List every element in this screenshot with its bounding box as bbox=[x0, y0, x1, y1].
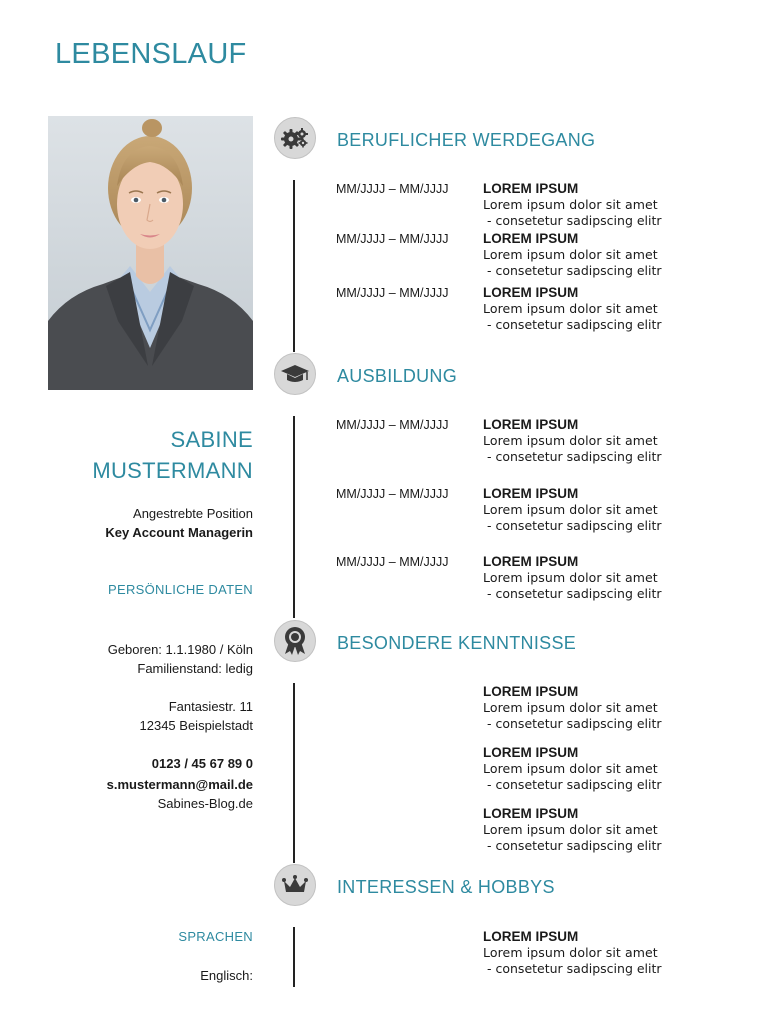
address-street: Fantasiestr. 11 bbox=[168, 699, 253, 714]
entry-line: - consetetur sadipscing elitr bbox=[487, 518, 662, 533]
first-name: SABINE bbox=[170, 427, 253, 452]
timeline-line bbox=[293, 683, 295, 863]
entry-date: MM/JJJJ – MM/JJJJ bbox=[336, 286, 449, 300]
hobbies-heading: INTERESSEN & HOBBYS bbox=[337, 877, 555, 897]
language-item: Englisch: bbox=[200, 968, 253, 983]
entry-line: Lorem ipsum dolor sit amet bbox=[483, 433, 658, 448]
career-entry bbox=[483, 231, 743, 279]
education-entry bbox=[483, 554, 743, 602]
document-title: LEBENSLAUF bbox=[55, 38, 247, 70]
entry-title: LOREM IPSUM bbox=[483, 554, 579, 569]
birth-info: Geboren: 1.1.1980 / Köln bbox=[107, 642, 253, 657]
position-value: Key Account Managerin bbox=[105, 525, 253, 540]
entry-line: - consetetur sadipscing elitr bbox=[487, 961, 662, 976]
address-city: 12345 Beispielstadt bbox=[139, 718, 253, 733]
languages-heading: SPRACHEN bbox=[178, 929, 253, 944]
entry-line: Lorem ipsum dolor sit amet bbox=[483, 502, 658, 517]
career-heading: BERUFLICHER WERDEGANG bbox=[337, 130, 596, 150]
entry-line: - consetetur sadipscing elitr bbox=[487, 449, 662, 464]
skills-entry bbox=[483, 684, 743, 732]
entry-title: LOREM IPSUM bbox=[483, 929, 579, 944]
phone-number: 0123 / 45 67 89 0 bbox=[151, 756, 253, 771]
career-entry bbox=[483, 285, 743, 333]
last-name: MUSTERMANN bbox=[92, 458, 253, 483]
email-link[interactable]: s.mustermann@mail.de bbox=[106, 777, 253, 792]
entry-line: - consetetur sadipscing elitr bbox=[487, 838, 662, 853]
entry-line: Lorem ipsum dolor sit amet bbox=[483, 945, 658, 960]
graduation-cap-icon bbox=[274, 353, 316, 395]
skills-entry bbox=[483, 745, 743, 793]
portrait-image bbox=[48, 116, 253, 390]
timeline-line bbox=[293, 416, 295, 618]
entry-line: - consetetur sadipscing elitr bbox=[487, 586, 662, 601]
person-name bbox=[40, 424, 253, 486]
skills-entry bbox=[483, 806, 743, 854]
hobbies-entry bbox=[483, 929, 743, 977]
entry-date: MM/JJJJ – MM/JJJJ bbox=[336, 182, 449, 196]
personal-data-heading: PERSÖNLICHE DATEN bbox=[108, 582, 253, 597]
entry-title: LOREM IPSUM bbox=[483, 285, 579, 300]
entry-title: LOREM IPSUM bbox=[483, 486, 579, 501]
crown-icon bbox=[274, 864, 316, 906]
entry-line: Lorem ipsum dolor sit amet bbox=[483, 301, 658, 316]
entry-date: MM/JJJJ – MM/JJJJ bbox=[336, 487, 449, 501]
career-entry bbox=[483, 181, 743, 229]
skills-heading: BESONDERE KENNTNISSE bbox=[337, 633, 577, 653]
entry-line: - consetetur sadipscing elitr bbox=[487, 777, 662, 792]
gears-icon bbox=[274, 117, 316, 159]
entry-line: - consetetur sadipscing elitr bbox=[487, 317, 662, 332]
profile-photo bbox=[48, 116, 253, 390]
entry-line: - consetetur sadipscing elitr bbox=[487, 213, 662, 228]
entry-line: Lorem ipsum dolor sit amet bbox=[483, 822, 658, 837]
entry-title: LOREM IPSUM bbox=[483, 417, 579, 432]
marital-status: Familienstand: ledig bbox=[137, 661, 253, 676]
entry-line: Lorem ipsum dolor sit amet bbox=[483, 761, 658, 776]
entry-title: LOREM IPSUM bbox=[483, 231, 579, 246]
education-heading: AUSBILDUNG bbox=[337, 366, 458, 386]
entry-line: Lorem ipsum dolor sit amet bbox=[483, 700, 658, 715]
entry-line: Lorem ipsum dolor sit amet bbox=[483, 570, 658, 585]
education-entry bbox=[483, 417, 743, 465]
blog-link[interactable]: Sabines-Blog.de bbox=[157, 796, 253, 811]
entry-date: MM/JJJJ – MM/JJJJ bbox=[336, 232, 449, 246]
education-entry bbox=[483, 486, 743, 534]
timeline-line bbox=[293, 180, 295, 352]
entry-title: LOREM IPSUM bbox=[483, 745, 579, 760]
entry-line: Lorem ipsum dolor sit amet bbox=[483, 197, 658, 212]
entry-date: MM/JJJJ – MM/JJJJ bbox=[336, 555, 449, 569]
entry-title: LOREM IPSUM bbox=[483, 806, 579, 821]
award-ribbon-icon bbox=[274, 620, 316, 662]
entry-title: LOREM IPSUM bbox=[483, 684, 579, 699]
entry-date: MM/JJJJ – MM/JJJJ bbox=[336, 418, 449, 432]
entry-line: Lorem ipsum dolor sit amet bbox=[483, 247, 658, 262]
entry-line: - consetetur sadipscing elitr bbox=[487, 263, 662, 278]
position-label: Angestrebte Position bbox=[133, 506, 253, 521]
timeline-line bbox=[293, 927, 295, 987]
entry-line: - consetetur sadipscing elitr bbox=[487, 716, 662, 731]
entry-title: LOREM IPSUM bbox=[483, 181, 579, 196]
